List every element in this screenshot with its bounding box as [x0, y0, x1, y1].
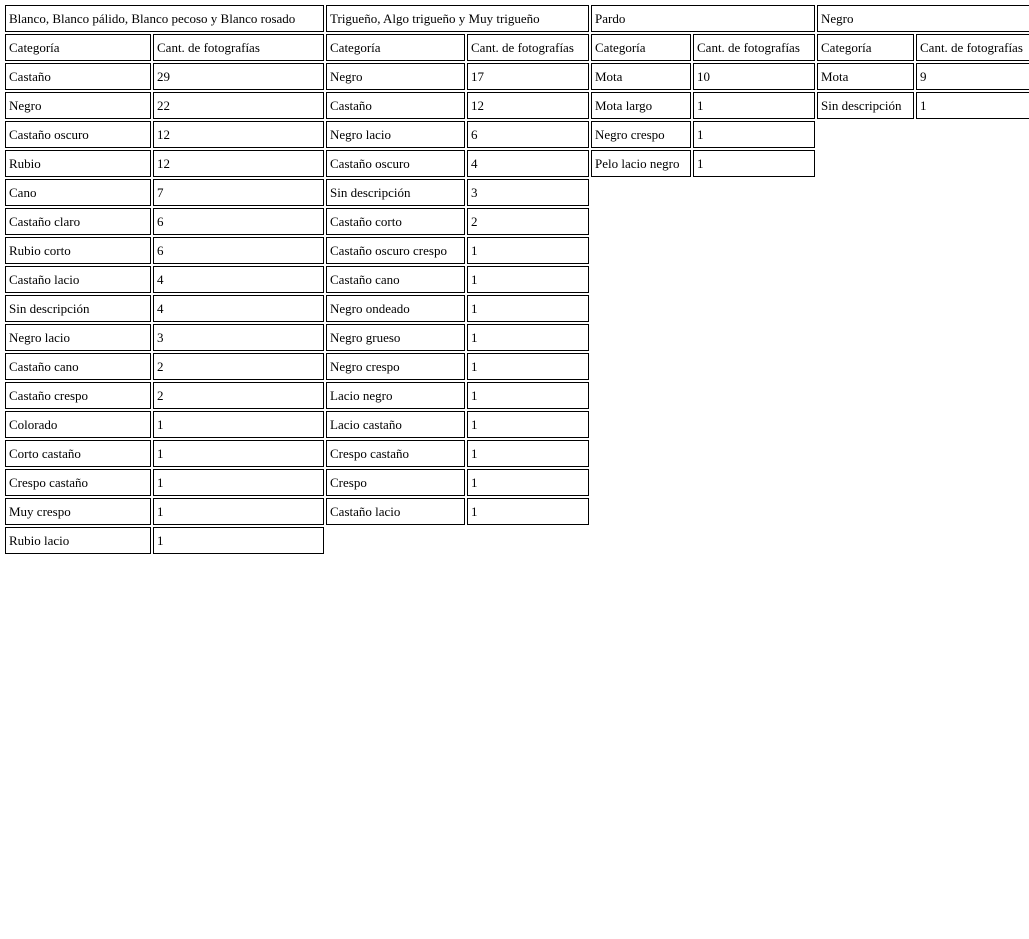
category-cell: Negro lacio	[326, 121, 465, 148]
category-cell: Castaño	[326, 92, 465, 119]
count-cell: 4	[153, 295, 324, 322]
category-cell: Negro	[5, 92, 151, 119]
column-header-count: Cant. de fotografías	[153, 34, 324, 61]
count-cell: 2	[153, 353, 324, 380]
count-cell: 4	[467, 150, 589, 177]
count-cell: 1	[467, 440, 589, 467]
category-cell: Castaño crespo	[5, 382, 151, 409]
count-cell: 17	[467, 63, 589, 90]
count-cell: 1	[153, 527, 324, 554]
category-cell: Muy crespo	[5, 498, 151, 525]
column-header-category: Categoría	[5, 34, 151, 61]
category-cell: Negro lacio	[5, 324, 151, 351]
group-title: Trigueño, Algo trigueño y Muy trigueño	[326, 5, 589, 32]
count-cell: 1	[153, 440, 324, 467]
column-header-category: Categoría	[817, 34, 914, 61]
count-cell: 1	[467, 324, 589, 351]
count-cell: 1	[467, 237, 589, 264]
category-cell: Negro grueso	[326, 324, 465, 351]
category-cell: Pelo lacio negro	[591, 150, 691, 177]
category-cell: Castaño oscuro	[5, 121, 151, 148]
category-cell: Rubio lacio	[5, 527, 151, 554]
group-title: Negro	[817, 5, 1029, 32]
category-cell: Castaño oscuro	[326, 150, 465, 177]
count-cell: 12	[153, 121, 324, 148]
column-header-category: Categoría	[591, 34, 691, 61]
category-cell: Negro crespo	[591, 121, 691, 148]
count-cell: 1	[153, 411, 324, 438]
count-cell: 3	[467, 179, 589, 206]
count-cell: 1	[467, 469, 589, 496]
group-title: Pardo	[591, 5, 815, 32]
count-cell: 4	[153, 266, 324, 293]
count-cell: 1	[693, 121, 815, 148]
count-cell: 1	[467, 498, 589, 525]
category-cell: Mota largo	[591, 92, 691, 119]
category-cell: Castaño corto	[326, 208, 465, 235]
count-cell: 1	[153, 498, 324, 525]
count-cell: 1	[467, 353, 589, 380]
count-cell: 1	[916, 92, 1029, 119]
category-cell: Castaño lacio	[5, 266, 151, 293]
column-header-category: Categoría	[326, 34, 465, 61]
count-cell: 1	[467, 266, 589, 293]
count-cell: 1	[467, 295, 589, 322]
category-cell: Negro ondeado	[326, 295, 465, 322]
category-cell: Castaño claro	[5, 208, 151, 235]
column-header-count: Cant. de fotografías	[693, 34, 815, 61]
category-cell: Negro	[326, 63, 465, 90]
count-cell: 7	[153, 179, 324, 206]
category-cell: Crespo	[326, 469, 465, 496]
category-cell: Castaño lacio	[326, 498, 465, 525]
category-cell: Colorado	[5, 411, 151, 438]
count-cell: 1	[153, 469, 324, 496]
count-cell: 6	[153, 208, 324, 235]
category-cell: Lacio castaño	[326, 411, 465, 438]
count-cell: 12	[467, 92, 589, 119]
category-cell: Sin descripción	[5, 295, 151, 322]
category-cell: Crespo castaño	[326, 440, 465, 467]
category-cell: Castaño oscuro crespo	[326, 237, 465, 264]
count-cell: 3	[153, 324, 324, 351]
category-cell: Crespo castaño	[5, 469, 151, 496]
category-cell: Corto castaño	[5, 440, 151, 467]
category-cell: Castaño	[5, 63, 151, 90]
count-cell: 2	[467, 208, 589, 235]
count-cell: 10	[693, 63, 815, 90]
category-cell: Mota	[591, 63, 691, 90]
count-cell: 6	[467, 121, 589, 148]
count-cell: 22	[153, 92, 324, 119]
count-cell: 2	[153, 382, 324, 409]
count-cell: 1	[693, 92, 815, 119]
category-cell: Rubio	[5, 150, 151, 177]
category-cell: Sin descripción	[326, 179, 465, 206]
column-header-count: Cant. de fotografías	[916, 34, 1029, 61]
category-cell: Lacio negro	[326, 382, 465, 409]
count-cell: 1	[467, 411, 589, 438]
count-cell: 1	[467, 382, 589, 409]
category-cell: Mota	[817, 63, 914, 90]
column-header-count: Cant. de fotografías	[467, 34, 589, 61]
category-cell: Castaño cano	[326, 266, 465, 293]
count-cell: 29	[153, 63, 324, 90]
hair-category-table	[3, 3, 1029, 556]
category-cell: Sin descripción	[817, 92, 914, 119]
category-cell: Castaño cano	[5, 353, 151, 380]
count-cell: 6	[153, 237, 324, 264]
count-cell: 1	[693, 150, 815, 177]
category-cell: Cano	[5, 179, 151, 206]
count-cell: 12	[153, 150, 324, 177]
group-title: Blanco, Blanco pálido, Blanco pecoso y Blanco rosado	[5, 5, 324, 32]
count-cell: 9	[916, 63, 1029, 90]
category-cell: Rubio corto	[5, 237, 151, 264]
category-cell: Negro crespo	[326, 353, 465, 380]
